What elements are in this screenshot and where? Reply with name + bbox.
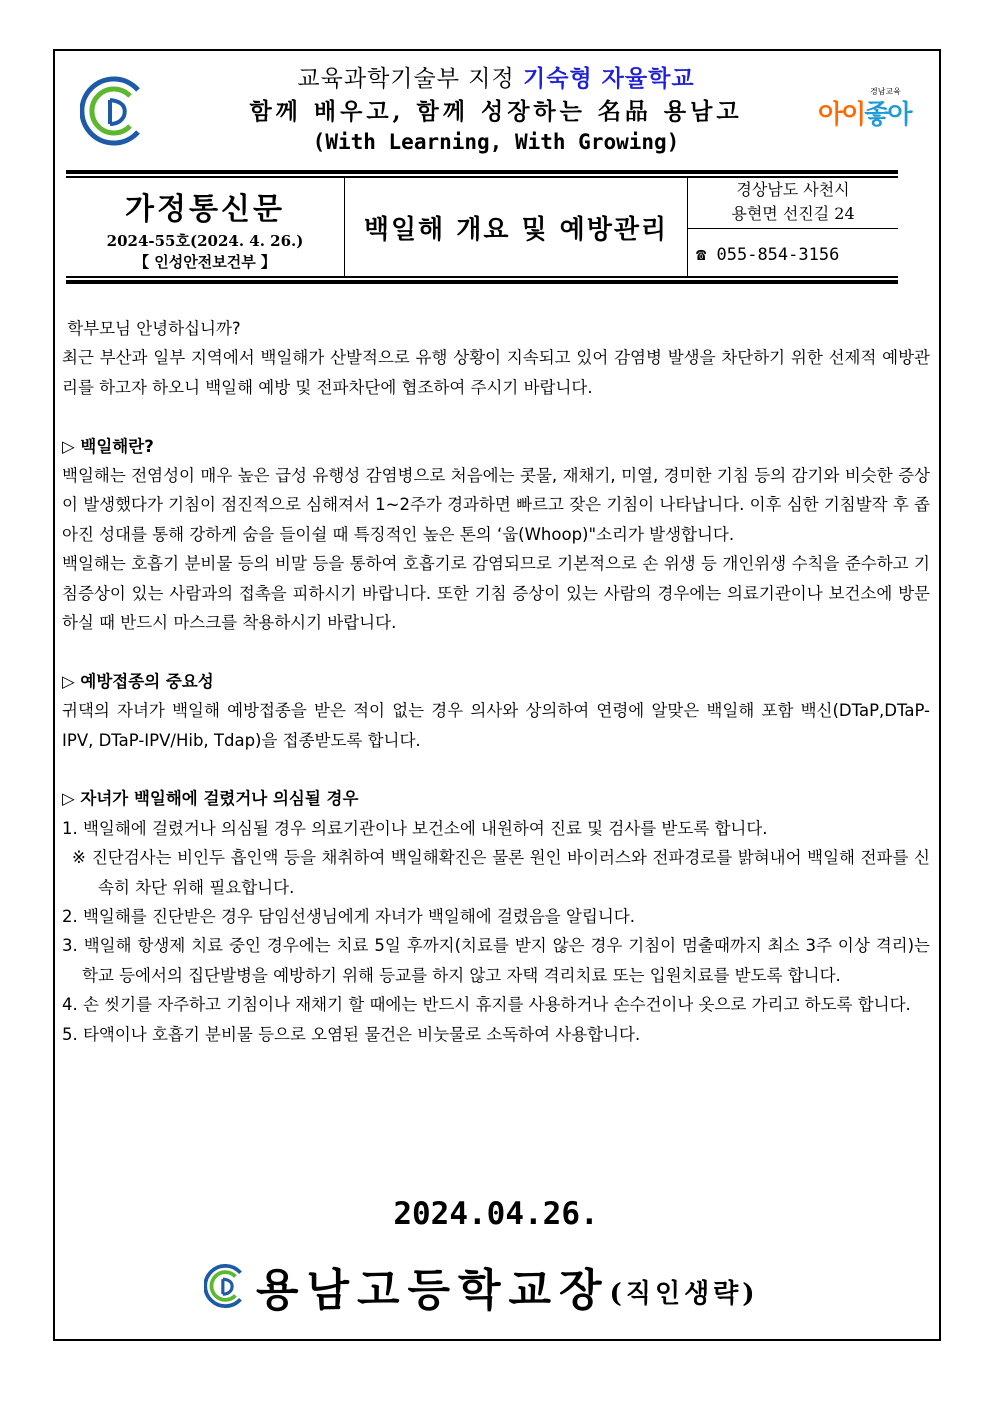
phone-number: 055-854-3156: [716, 245, 840, 265]
address: [688, 178, 898, 229]
top-rule: [66, 170, 898, 174]
department: 【 인성안전보건부 】: [134, 253, 276, 271]
bottom-rule-thin: [66, 276, 898, 278]
paragraph: 귀댁의 자녀가 백일해 예방접종을 받은 적이 없는 경우 의사와 상의하여 연령에 알맞은 백일해 포함 백신(DTaP,DTaP-IPV, DTaP-IPV/Hib, Tdap)을 접종받도록 합니다.: [62, 701, 930, 750]
signer-name: 용남고등학교장: [256, 1265, 610, 1316]
brand-part1: 아이: [818, 100, 865, 130]
address-line1: 경상남도 사천시: [736, 180, 850, 199]
contact-cell: [688, 178, 898, 276]
section-heading: ▷ 자녀가 백일해에 걸렸거나 의심될 경우: [62, 789, 359, 809]
bottom-rule: [66, 280, 898, 284]
paragraph: 백일해는 전염성이 매우 높은 급성 유행성 감염병으로 처음에는 콧물, 재채기, 미열, 경미한 기침 등의 감기와 비슷한 증상이 발생했다가 기침이 점진적으로 심해져서 1~2주가 경과하면 빠르고 잦은 기침이 나타납니다. 이후 심한 기침발작 후 좁아진 성대를 통해 강하게 숨을 들이쉴 때 특징적인 높은 톤의 ‘웁(Whoop)"소리가 발생합니다.: [62, 466, 930, 544]
brand-logo: [818, 86, 918, 136]
greeting: 학부모님 안녕하십니까?: [62, 319, 241, 338]
newsletter-title: 가정통신문: [125, 192, 285, 227]
brand-small-text: 경남교육: [870, 87, 901, 96]
section-heading: ▷ 백일해란?: [62, 436, 154, 456]
designation-prefix: 교육과학기술부 지정: [297, 66, 515, 92]
list-item: 2. 백일해를 진단받은 경우 담임선생님에게 자녀가 백일해에 걸렸음을 알립니다.: [62, 907, 635, 927]
list-item: 5. 타액이나 호흡기 분비물 등으로 오염된 물건은 비눗물로 소독하여 사용합니다.: [62, 1024, 641, 1044]
list-item: 3. 백일해 항생제 치료 중인 경우에는 치료 5일 후까지(치료를 받지 않은 경우 기침이 멈출때까지 최소 3주 이상 격리)는 학교 등에서의 집단발병을 예방하기 위해 등교를 하지 않고 자택 격리치료 또는 입원치료를 받도록 합니다.: [62, 936, 930, 985]
letter-body: [62, 314, 930, 1049]
signature: [204, 1256, 759, 1316]
intro-paragraph: 최근 부산과 일부 지역에서 백일해가 산발적으로 유행 상황이 지속되고 있어 감염병 발생을 차단하기 위한 선제적 예방관리를 하고자 하오니 백일해 예방 및 전파차단에 협조하여 주시기 바랍니다.: [62, 348, 930, 397]
address-line2: 용현면 선진길 24: [731, 204, 855, 223]
designation-highlight: 기숙형 자율학교: [523, 65, 695, 92]
list-item: 4. 손 씻기를 자주하고 기침이나 재채기 할 때에는 반드시 휴지를 사용하거나 손수건이나 옷으로 가리고 하도록 합니다.: [62, 995, 911, 1015]
brand-part2: 좋아: [864, 100, 911, 130]
issue-number: 2024-55호(2024. 4. 26.): [106, 232, 304, 250]
list-item: 1. 백일해에 걸렸거나 의심될 경우 의료기관이나 보건소에 내원하여 진료 및 검사를 받도록 합니다.: [62, 818, 768, 838]
section-heading: ▷ 예방접종의 중요성: [62, 671, 214, 691]
list-note: ※ 진단검사는 비인두 흡인액 등을 채취하여 백일해확진은 물론 원인 바이러스와 전파경로를 밝혀내어 백일해 전파를 신속히 차단 위해 필요합니다.: [72, 848, 930, 897]
header-slogan: 함께 배우고, 함께 성장하는 名品 용남고: [249, 98, 743, 125]
header-slogan-en: (With Learning, With Growing): [312, 130, 680, 154]
phone: [688, 229, 898, 265]
school-seal-icon: [204, 1264, 248, 1308]
paragraph: 백일해는 호흡기 분비물 등의 비말 등을 통하여 호흡기로 감염되므로 기본적으로 손 위생 등 개인위생 수칙을 준수하고 기침증상이 있는 사람과의 접촉을 피하시기 바랍니다. 또한 기침 증상이 있는 사람의 경우에는 의료기관이나 보건소에 방문하실 때 반드시 마스크를 착용하시기 바랍니다.: [62, 554, 930, 633]
footer-date: 2024.04.26.: [393, 1196, 599, 1232]
subject-title: 백일해 개요 및 예방관리: [345, 178, 688, 276]
masthead-title-cell: [66, 178, 345, 276]
phone-icon: ☎: [696, 245, 707, 265]
seal-note: (직인생략): [609, 1278, 759, 1309]
masthead: [66, 178, 898, 276]
